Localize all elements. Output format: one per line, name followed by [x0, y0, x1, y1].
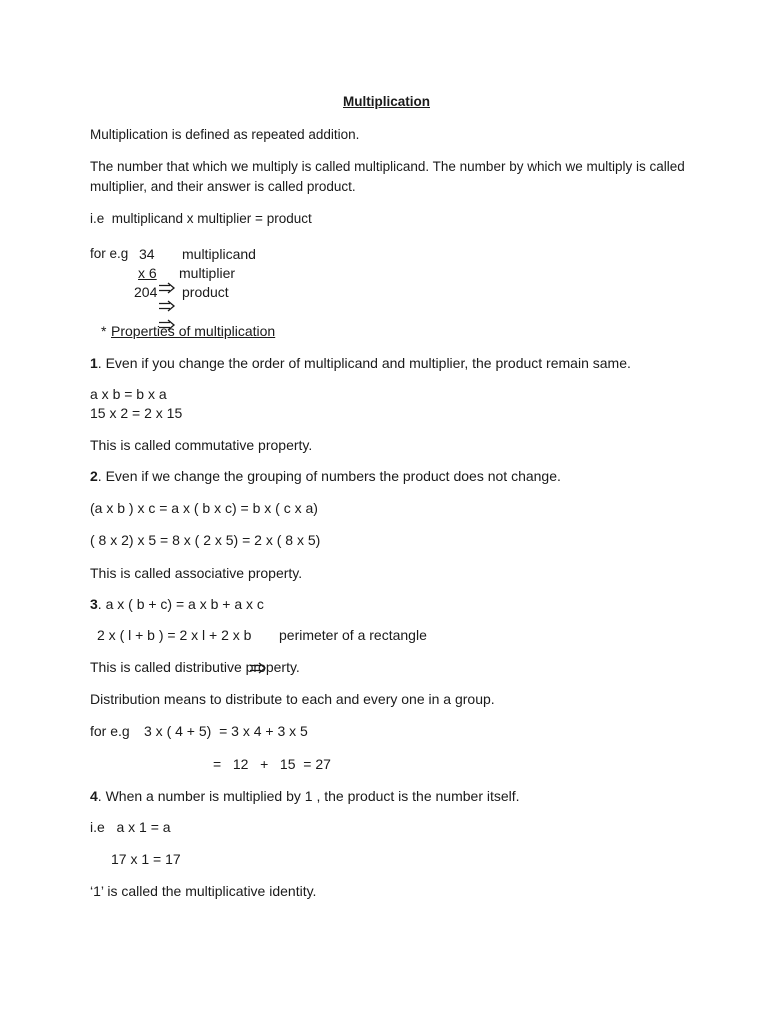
example-multiplicand-label: multiplicand	[182, 246, 256, 262]
property-1-text: . Even if you change the order of multiplicand and multiplier, the product remain same.	[97, 355, 631, 371]
property-3-number: 3	[90, 596, 98, 612]
property-4-equation-general: i.e a x 1 = a	[90, 819, 171, 835]
property-2-text: . Even if we change the grouping of numbers the product does not change.	[97, 468, 561, 484]
property-3-equation-example: 2 x ( l + b ) = 2 x l + 2 x b	[97, 627, 252, 643]
property-2-equation-example: ( 8 x 2) x 5 = 8 x ( 2 x 5) = 2 x ( 8 x 5)	[90, 532, 321, 548]
distribution-example-prefix: for e.g	[90, 723, 130, 739]
property-2-statement	[90, 468, 561, 484]
property-1-statement	[90, 355, 631, 371]
property-3-equation-label: perimeter of a rectangle	[279, 627, 427, 643]
ie-formula: i.e multiplicand x multiplier = product	[90, 211, 312, 226]
definition-repeated-addition: Multiplication is defined as repeated addition.	[90, 127, 360, 142]
distribution-definition: Distribution means to distribute to each and every one in a group.	[90, 691, 495, 707]
property-1-number: 1	[90, 355, 98, 371]
property-2-number: 2	[90, 468, 98, 484]
property-2-equation-general: (a x b ) x c = a x ( b x c) = b x ( c x a)	[90, 500, 318, 516]
distribution-example-line2: = 12 + 15 = 27	[213, 756, 331, 772]
property-4-number: 4	[90, 788, 98, 804]
property-3-text: . a x ( b + c) = a x b + a x c	[97, 596, 264, 612]
definition-terms-line1: The number that which we multiply is called multiplicand. The number by which we multiply is called	[90, 159, 685, 174]
page-title: Multiplication	[343, 94, 430, 109]
example-product-label: product	[182, 284, 229, 300]
example-prefix: for e.g	[90, 246, 129, 261]
properties-heading: Properties of multiplication	[111, 323, 276, 339]
property-2-name: This is called associative property.	[90, 565, 303, 581]
property-1-name: This is called commutative property.	[90, 437, 313, 453]
definition-terms-line2: multiplier, and their answer is called product.	[90, 179, 356, 194]
property-1-equation-example: 15 x 2 = 2 x 15	[90, 405, 183, 421]
property-4-name: ‘1’ is called the multiplicative identity.	[90, 883, 317, 899]
property-4-text: . When a number is multiplied by 1 , the product is the number itself.	[97, 788, 520, 804]
example-multiplier-label: multiplier	[179, 265, 236, 281]
distribution-example-line1: 3 x ( 4 + 5) = 3 x 4 + 3 x 5	[144, 723, 308, 739]
properties-bullet: *	[101, 323, 107, 339]
property-3-name: This is called distributive property.	[90, 659, 300, 675]
example-product-number: 204	[134, 284, 158, 300]
property-1-equation-general: a x b = b x a	[90, 386, 167, 402]
property-4-statement	[90, 788, 520, 804]
property-3-statement	[90, 596, 264, 612]
property-4-equation-example: 17 x 1 = 17	[111, 851, 181, 867]
example-multiplier-number: x 6	[138, 265, 157, 281]
example-multiplicand-number: 34	[139, 246, 155, 262]
